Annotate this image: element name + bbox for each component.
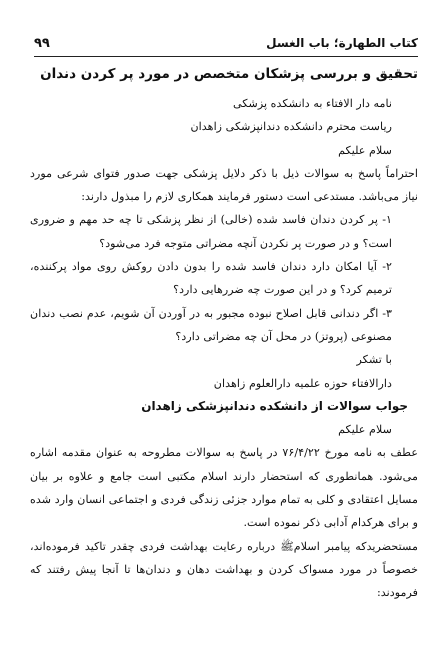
page-number: ۹۹ — [34, 36, 50, 51]
question-3: ۳- اگر دندانی قابل اصلاح نبوده مجبور به در آوردن آن شویم، عدم نصب دندان مصنوعی (پروتز) در محل آن چه مضراتی دارد؟ — [30, 306, 392, 343]
section-title: تحقیق و بررسی پزشکان متخصص در مورد پر کردن دندان — [40, 66, 418, 82]
answer-paragraph-2: مستحضرید‌که پیامبر اسلامﷺ درباره رعایت بهداشت فردی چقدر تاکید فرموده‌اند، خصوصاً در مورد مسواک کردن و بهداشت دهان و دندان‌ها تا آنجا پیش رفتند که فرمودند: — [30, 539, 418, 600]
answer-heading: جواب سوالات از دانشکده دندانپزشکی زاهدان — [141, 398, 408, 413]
book-title: کتاب الطهارة؛ باب الغسل — [266, 36, 418, 50]
letter-addressee-2: ریاست محترم دانشکده دندانپزشکی زاهدان — [190, 120, 392, 134]
page-body — [30, 92, 418, 605]
question-1: ۱- پر کردن دندان فاسد شده (خالی) از نظر پزشکی تا چه حد مهم و ضروری است؟ و در صورت پر نکردن آنچه مضراتی متوجه فرد می‌شود؟ — [30, 213, 392, 250]
letter-addressee-1: نامه دار الافتاء به دانشکده پزشکی — [232, 97, 392, 110]
letter-signature: دارالافتاء حوزه علمیه دارالعلوم زاهدان — [213, 376, 392, 390]
answer-greeting: سلام علیکم — [338, 423, 392, 437]
running-header — [34, 36, 418, 57]
question-2: ۲- آیا امکان دارد دندان فاسد شده را بدون دادن روکش روی مواد پرکننده، ترمیم کرد؟ و در این صورت چه ضررهایی دارد؟ — [30, 260, 392, 297]
letter-intro: احتراماً پاسخ به سوالات ذیل با ذکر دلایل پزشکی جهت صدور فتوای شرعی مورد نیاز می‌باشد. مستدعی است دستور فرمایند همکاری لازم را مبذول دارند: — [30, 166, 418, 204]
answer-paragraph-1: عطف به نامه مورخ ۷۶/۴/۲۲ در پاسخ به سوالات مطروحه به عنوان مقدمه اشاره می‌شود. همانطوری که استحضار دارند اسلام مکتبی است جامع و علاوه بر بیان مسایل اعتقادی و کلی به تمام موارد جزئی زندگی فردی و اجتماعی انسان وارد شده و برای هرکدام آدابی ذکر نموده است. — [30, 446, 418, 530]
letter-greeting: سلام علیکم — [338, 143, 392, 157]
letter-thanks: با تشکر — [356, 353, 392, 367]
